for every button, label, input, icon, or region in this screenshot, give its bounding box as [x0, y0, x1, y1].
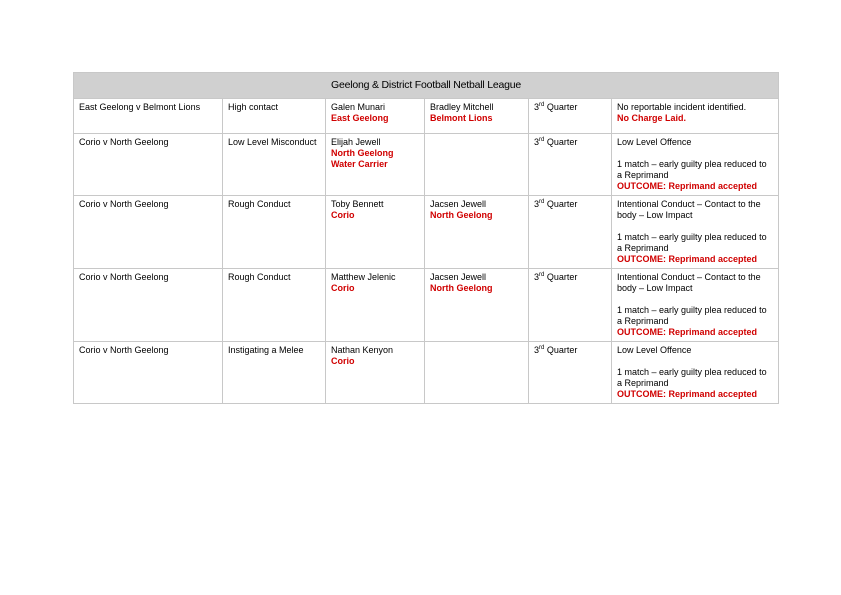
table-row [74, 342, 779, 404]
offence-cell: Rough Conduct [223, 196, 326, 269]
victim-player-cell [425, 342, 529, 404]
quarter-number: 3 [534, 199, 540, 209]
quarter-cell [529, 342, 612, 404]
outcome-cell [612, 342, 779, 404]
player-name: Bradley Mitchell [430, 102, 494, 112]
quarter-number: 3 [534, 137, 540, 147]
player-club: Corio [331, 210, 355, 220]
player-club: North Geelong [430, 283, 493, 293]
quarter-suffix: rd [539, 102, 545, 108]
player-name: Galen Munari [331, 102, 386, 112]
match-cell: Corio v North Geelong [74, 342, 223, 404]
quarter-word: Quarter [546, 272, 578, 282]
reported-player-cell [326, 269, 425, 342]
victim-player-cell [425, 269, 529, 342]
player-club: Belmont Lions [430, 113, 493, 123]
player-club: East Geelong [331, 113, 389, 123]
offence-cell: Instigating a Melee [223, 342, 326, 404]
table-row [74, 134, 779, 196]
table-title: Geelong & District Football Netball League [74, 73, 779, 99]
player-club: Corio [331, 356, 355, 366]
outcome-text: Intentional Conduct – Contact to the body – Low Impact [617, 199, 761, 220]
quarter-number: 3 [534, 102, 540, 112]
offence-cell: Low Level Misconduct [223, 134, 326, 196]
outcome-result: OUTCOME: Reprimand accepted [617, 181, 758, 191]
quarter-cell [529, 134, 612, 196]
outcome-text: Low Level Offence [617, 137, 692, 147]
player-club: Corio [331, 283, 355, 293]
player-name: Jacsen Jewell [430, 199, 487, 209]
quarter-suffix: rd [539, 345, 545, 351]
quarter-number: 3 [534, 345, 540, 355]
match-cell: Corio v North Geelong [74, 196, 223, 269]
table-row [74, 196, 779, 269]
offence-cell: Rough Conduct [223, 269, 326, 342]
player-name: Nathan Kenyon [331, 345, 394, 355]
outcome-penalty: 1 match – early guilty plea reduced to a Reprimand [617, 367, 767, 388]
outcome-text: Intentional Conduct – Contact to the body – Low Impact [617, 272, 761, 293]
outcome-penalty: 1 match – early guilty plea reduced to a Reprimand [617, 305, 767, 326]
match-cell: Corio v North Geelong [74, 134, 223, 196]
quarter-cell [529, 99, 612, 134]
reported-player-cell [326, 196, 425, 269]
quarter-suffix: rd [539, 272, 545, 278]
player-name: Elijah Jewell [331, 137, 381, 147]
outcome-cell [612, 269, 779, 342]
outcome-cell [612, 99, 779, 134]
quarter-word: Quarter [546, 137, 578, 147]
outcome-result: OUTCOME: Reprimand accepted [617, 254, 758, 264]
victim-player-cell [425, 196, 529, 269]
reported-player-cell [326, 99, 425, 134]
outcome-result: No Charge Laid. [617, 113, 687, 123]
outcome-text: No reportable incident identified. [617, 102, 747, 112]
victim-player-cell [425, 134, 529, 196]
table-row [74, 269, 779, 342]
offence-cell: High contact [223, 99, 326, 134]
quarter-cell [529, 196, 612, 269]
outcome-cell [612, 196, 779, 269]
tribunal-results-table [73, 72, 779, 404]
victim-player-cell [425, 99, 529, 134]
player-name: Jacsen Jewell [430, 272, 487, 282]
outcome-cell [612, 134, 779, 196]
quarter-number: 3 [534, 272, 540, 282]
player-club: North Geelong [331, 148, 394, 158]
match-cell: East Geelong v Belmont Lions [74, 99, 223, 134]
reported-player-cell [326, 134, 425, 196]
quarter-cell [529, 269, 612, 342]
match-cell: Corio v North Geelong [74, 269, 223, 342]
reported-player-cell [326, 342, 425, 404]
quarter-suffix: rd [539, 137, 545, 143]
player-role: Water Carrier [331, 159, 388, 169]
outcome-penalty: 1 match – early guilty plea reduced to a Reprimand [617, 159, 767, 180]
outcome-result: OUTCOME: Reprimand accepted [617, 327, 758, 337]
outcome-penalty: 1 match – early guilty plea reduced to a Reprimand [617, 232, 767, 253]
outcome-result: OUTCOME: Reprimand accepted [617, 389, 758, 399]
quarter-word: Quarter [546, 345, 578, 355]
player-name: Toby Bennett [331, 199, 384, 209]
player-name: Matthew Jelenic [331, 272, 396, 282]
quarter-word: Quarter [546, 102, 578, 112]
outcome-text: Low Level Offence [617, 345, 692, 355]
quarter-word: Quarter [546, 199, 578, 209]
table-row [74, 99, 779, 134]
player-club: North Geelong [430, 210, 493, 220]
quarter-suffix: rd [539, 199, 545, 205]
